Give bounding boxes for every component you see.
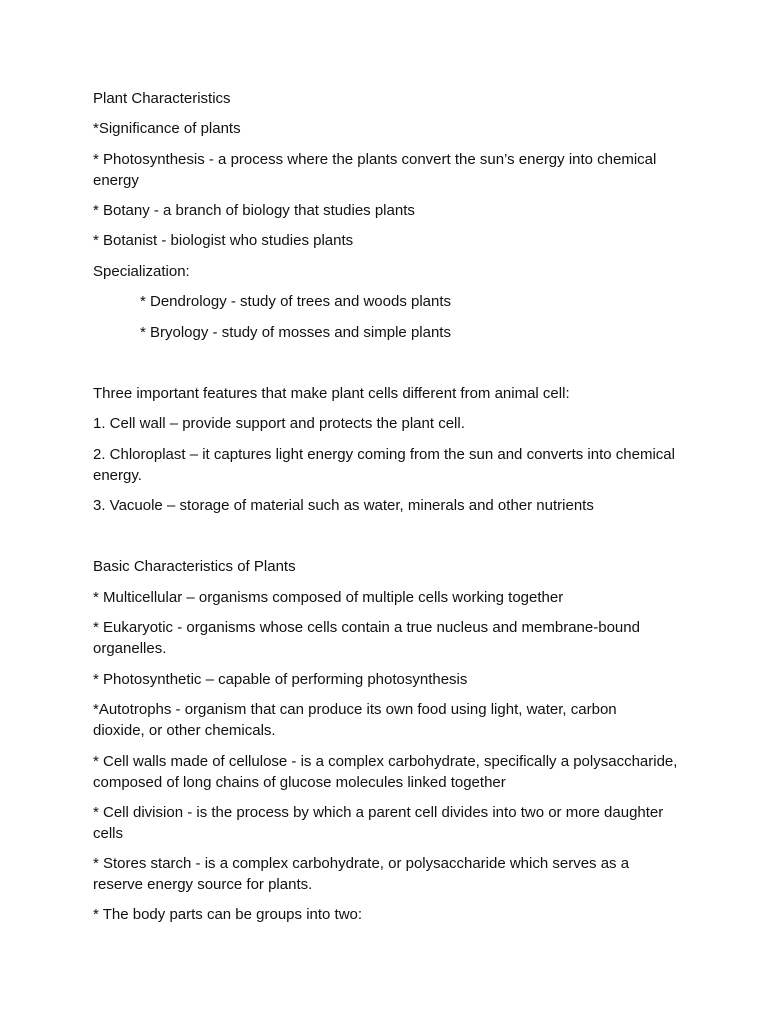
text-line: * Cell walls made of cellulose - is a complex carbohydrate, specifically a polysaccharide, composed of long chains of glucose molecules linked together (93, 753, 678, 791)
document-title: Plant Characteristics (93, 90, 231, 107)
text-line: * Photosynthetic – capable of performing photosynthesis (93, 671, 468, 688)
text-line: * Multicellular – organisms composed of multiple cells working together (93, 589, 564, 606)
text-line: * Dendrology - study of trees and woods plants (140, 293, 452, 310)
text-line: * Stores starch - is a complex carbohydrate, or polysaccharide which serves as a reserve energy source for plants. (93, 855, 630, 893)
text-line: * Eukaryotic - organisms whose cells contain a true nucleus and membrane-bound organelles. (93, 619, 640, 657)
section-heading: Specialization: (93, 263, 190, 280)
text-line: * Bryology - study of mosses and simple plants (140, 324, 451, 341)
text-line: * Botanist - biologist who studies plants (93, 232, 354, 249)
text-line: * The body parts can be groups into two: (93, 906, 363, 923)
section-heading: Three important features that make plant cells different from animal cell: (93, 385, 570, 402)
text-line: 3. Vacuole – storage of material such as water, minerals and other nutrients (93, 497, 594, 514)
text-line: * Botany - a branch of biology that studies plants (93, 202, 415, 219)
text-line: * Cell division - is the process by which a parent cell divides into two or more daughter cells (93, 804, 664, 842)
section-heading: Basic Characteristics of Plants (93, 558, 296, 575)
text-line: *Significance of plants (93, 120, 241, 137)
text-line: *Autotrophs - organism that can produce its own food using light, water, carbon dioxide, or other chemicals. (93, 701, 617, 739)
text-line: * Photosynthesis - a process where the plants convert the sun’s energy into chemical energy (93, 151, 657, 189)
text-line: 2. Chloroplast – it captures light energy coming from the sun and converts into chemical energy. (93, 446, 675, 484)
text-line: 1. Cell wall – provide support and protects the plant cell. (93, 415, 465, 432)
